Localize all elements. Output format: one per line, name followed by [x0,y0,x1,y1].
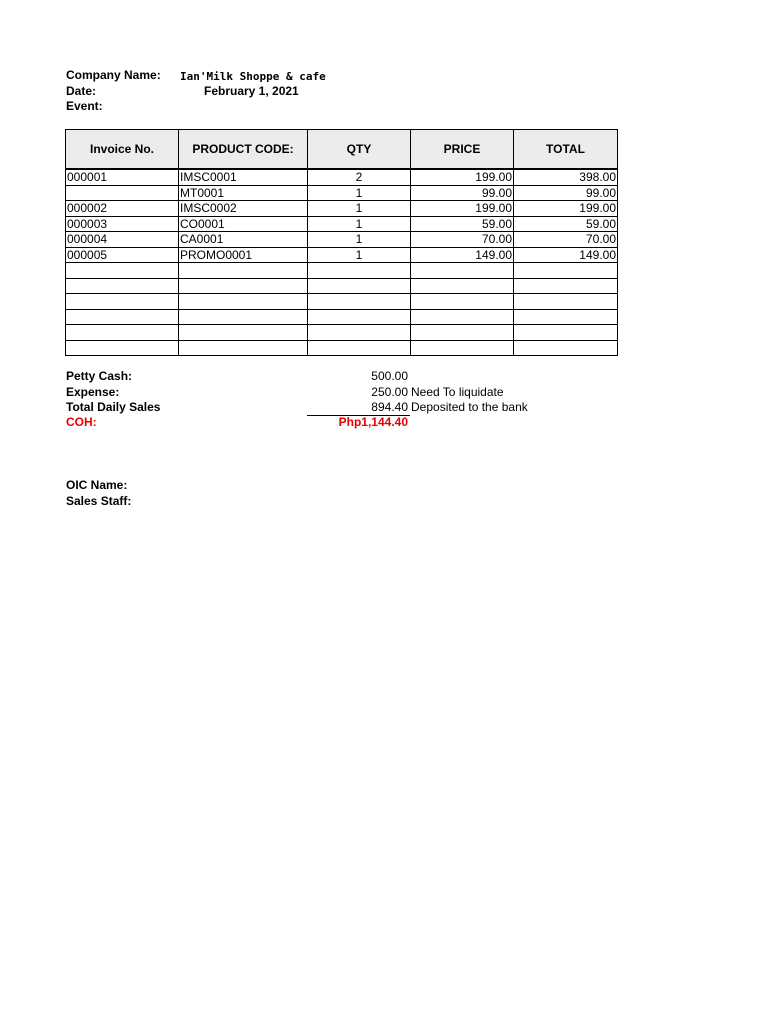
cell-qty [308,309,411,325]
cell-qty: 1 [308,247,411,263]
cell-qty [308,294,411,310]
cell-total [514,278,618,294]
cell-qty [308,340,411,356]
cell-total: 70.00 [514,232,618,248]
table-row [66,169,618,185]
column-header-invoice: Invoice No. [66,130,179,170]
total-daily-sales-note: Deposited to the bank [411,400,528,414]
cell-invoice: 000005 [66,247,179,263]
cell-invoice: 000002 [66,201,179,217]
cell-invoice [66,294,179,310]
coh-label: COH: [66,415,97,429]
oic-name-label: OIC Name: [66,478,128,492]
cell-invoice [66,325,179,341]
column-header-price: PRICE [411,130,514,170]
cell-total [514,309,618,325]
cell-price: 59.00 [411,216,514,232]
cell-invoice [66,309,179,325]
expense-label: Expense: [66,385,120,399]
cell-invoice [66,278,179,294]
cell-qty: 1 [308,232,411,248]
table-header-row [66,130,618,170]
cell-product-code: CO0001 [179,216,308,232]
company-name-value: Ian'Milk Shoppe & cafe [180,70,326,83]
cell-product-code: IMSC0002 [179,201,308,217]
cell-qty [308,263,411,279]
cell-price: 149.00 [411,247,514,263]
cell-product-code: CA0001 [179,232,308,248]
cell-price: 99.00 [411,185,514,201]
table-row [66,263,618,279]
sales-staff-label: Sales Staff: [66,494,132,508]
cell-product-code [179,263,308,279]
table-row [66,247,618,263]
cell-price: 199.00 [411,169,514,185]
company-name-label: Company Name: [66,68,161,82]
cell-price: 70.00 [411,232,514,248]
cell-price [411,309,514,325]
expense-value: 250.00 [371,385,408,399]
coh-value: Php1,144.40 [338,415,408,429]
cell-qty [308,278,411,294]
table-row [66,232,618,248]
cell-qty: 2 [308,169,411,185]
table-row [66,340,618,356]
sales-table [65,129,618,356]
table-row [66,309,618,325]
column-header-product-code: PRODUCT CODE: [179,130,308,170]
cell-invoice [66,263,179,279]
table-row [66,216,618,232]
column-header-qty: QTY [308,130,411,170]
cell-invoice [66,340,179,356]
cell-total [514,263,618,279]
event-label: Event: [66,99,103,113]
total-daily-sales-value: 894.40 [371,400,408,414]
cell-total [514,325,618,341]
cell-product-code: IMSC0001 [179,169,308,185]
table-row [66,278,618,294]
cell-price: 199.00 [411,201,514,217]
cell-invoice: 000003 [66,216,179,232]
cell-product-code [179,309,308,325]
petty-cash-label: Petty Cash: [66,369,133,383]
cell-total: 59.00 [514,216,618,232]
petty-cash-value: 500.00 [371,369,408,383]
expense-note: Need To liquidate [411,385,504,399]
date-label: Date: [66,84,97,98]
cell-price [411,294,514,310]
cell-price [411,325,514,341]
cell-qty: 1 [308,201,411,217]
cell-qty [308,325,411,341]
cell-price [411,263,514,279]
cell-qty: 1 [308,185,411,201]
cell-total [514,294,618,310]
cell-product-code: MT0001 [179,185,308,201]
cell-price [411,340,514,356]
cell-invoice [66,185,179,201]
cell-product-code: PROMO0001 [179,247,308,263]
cell-invoice: 000001 [66,169,179,185]
cell-price [411,278,514,294]
cell-total: 149.00 [514,247,618,263]
cell-product-code [179,294,308,310]
cell-product-code [179,278,308,294]
total-daily-sales-label: Total Daily Sales [66,400,161,414]
cell-qty: 1 [308,216,411,232]
table-row [66,201,618,217]
cell-product-code [179,325,308,341]
date-value: February 1, 2021 [204,84,299,98]
cell-total [514,340,618,356]
cell-invoice: 000004 [66,232,179,248]
cell-total: 199.00 [514,201,618,217]
column-header-total: TOTAL [514,130,618,170]
table-row [66,325,618,341]
table-row [66,185,618,201]
table-row [66,294,618,310]
cell-total: 99.00 [514,185,618,201]
cell-product-code [179,340,308,356]
cell-total: 398.00 [514,169,618,185]
